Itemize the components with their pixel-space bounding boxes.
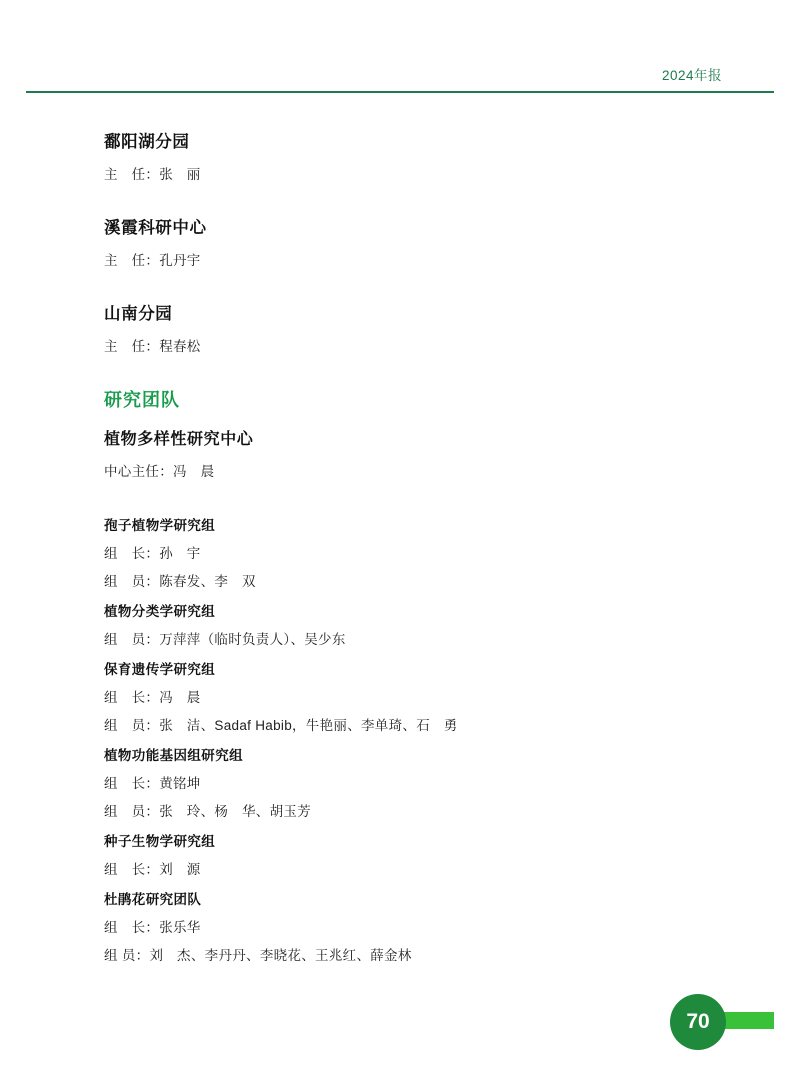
unit-role: 主 任：张 丽	[104, 167, 201, 182]
research-group-name: 植物功能基因组研究组	[104, 748, 243, 763]
research-group-name: 种子生物学研究组	[104, 834, 216, 849]
research-group-leader: 组 长：冯 晨	[104, 690, 201, 705]
unit-block	[104, 300, 724, 355]
page-number-marker	[624, 994, 774, 1050]
unit-block	[104, 214, 724, 269]
research-group-name: 植物分类学研究组	[104, 604, 216, 619]
research-center-name: 植物多样性研究中心	[104, 431, 254, 448]
research-group-members: 组 员：刘 杰、李丹丹、李晓花、王兆红、薛金林	[104, 948, 412, 963]
page-header	[0, 0, 800, 96]
unit-name: 溪霞科研中心	[104, 219, 207, 237]
unit-block	[104, 128, 724, 183]
research-group-leader: 组 长：孙 宇	[104, 546, 201, 561]
research-group	[104, 600, 724, 648]
research-group-name: 保育遗传学研究组	[104, 662, 216, 677]
unit-role: 主 任：孔丹宇	[104, 253, 201, 268]
section-title-research-teams: 研究团队	[104, 390, 180, 410]
unit-name: 鄱阳湖分园	[104, 133, 190, 151]
research-group-leader: 组 长：刘 源	[104, 862, 201, 877]
research-group	[104, 744, 724, 820]
research-group-members: 组 员：万萍萍（临时负责人）、吴少东	[104, 632, 346, 647]
research-group-members: 组 员：张 洁、Sadaf Habib，牛艳丽、李单琦、石 勇	[104, 718, 458, 733]
unit-name: 山南分园	[104, 305, 173, 323]
research-center-lead: 中心主任：冯 晨	[104, 464, 215, 479]
research-group-name: 孢子植物学研究组	[104, 518, 216, 533]
unit-role: 主 任：程春松	[104, 339, 201, 354]
research-group	[104, 514, 724, 590]
research-group-leader: 组 长：黄铭坤	[104, 776, 201, 791]
header-year-label: 2024年报	[661, 68, 722, 83]
research-group-members: 组 员：张 玲、杨 华、胡玉芳	[104, 804, 311, 819]
page-marker-bar	[718, 1012, 774, 1029]
header-divider	[26, 91, 774, 93]
page-content	[104, 128, 724, 974]
research-group	[104, 658, 724, 734]
research-group-leader: 组 长：张乐华	[104, 920, 201, 935]
research-group-name: 杜鹃花研究团队	[104, 892, 202, 907]
research-group	[104, 888, 724, 964]
research-group	[104, 830, 724, 878]
research-group-members: 组 员：陈春发、李 双	[104, 574, 256, 589]
page-number: 70	[670, 994, 726, 1050]
